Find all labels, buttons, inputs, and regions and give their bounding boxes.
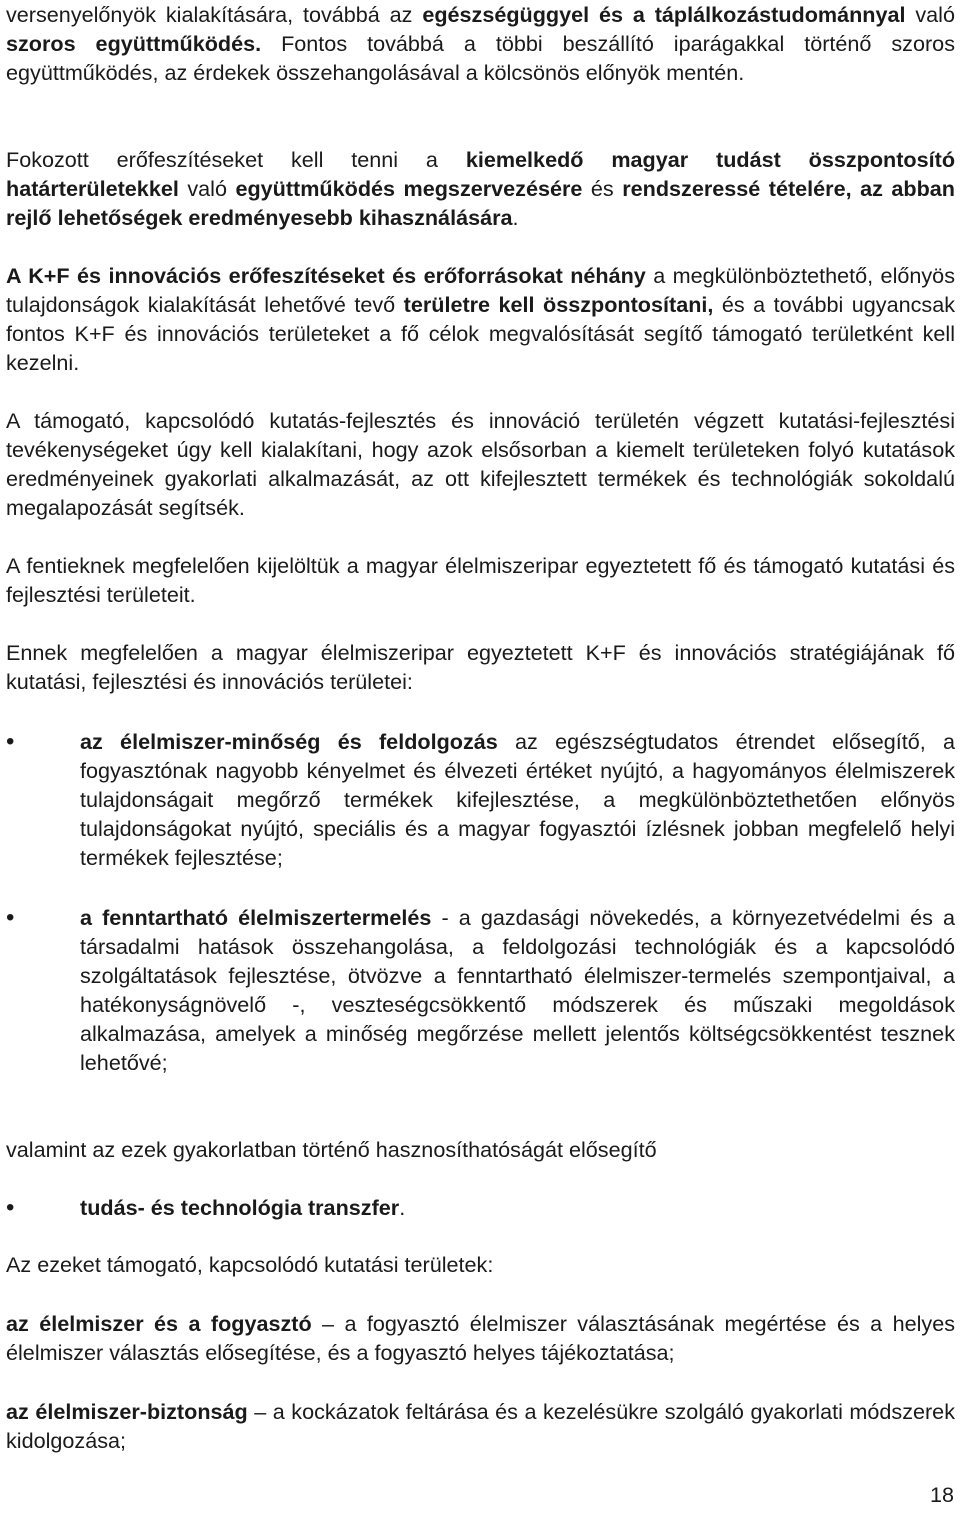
bullet-icon: • [6,1194,15,1221]
text-run: és [582,176,623,201]
bold-run: az élelmiszer és a fogyasztó [6,1311,312,1336]
paragraph-supporting-areas [6,1250,955,1279]
bold-run: együttműködés megszervezésére [235,176,583,201]
bold-run: egészségüggyel és a táplálkozástudománnyal [422,2,906,27]
bold-run: A K+F és innovációs erőfeszítéseket és erőforrásokat néhány [6,263,646,288]
text-run: . [399,1195,406,1220]
text-run: versenyelőnyök kialakítására, továbbá az [6,2,423,27]
bold-run: tudás- és technológia transzfer [80,1195,400,1220]
paragraph-supporting-research [6,406,955,522]
text-run: való [905,2,955,27]
text-run: . [512,205,519,230]
text-run: az egészségtudatos étrendet elősegítő, a fogyasztónak nagyobb kényelmet és élvezeti értéket nyújtó, a hagyományos élelmiszerek tulajdonságait megőrző termékek kifejlesztése, a megkülönböztethetően előnyös tulajdonságokat nyújtó, speciális és a magyar fogyasztói ízlésnek jobban megfelelő helyi termékek fejlesztése; [80,729,955,870]
bold-run: rendszeressé tételére, az abban rejlő lehetőségek eredményesebb kihasználására [6,176,955,230]
bold-run: kiemelkedő magyar tudást összpontosító határterületekkel [6,147,956,201]
paragraph-text: A fentieknek megfelelően kijelöltük a magyar élelmiszeripar egyeztetett fő és támogató kutatási és fejlesztési területeit. [6,553,955,607]
paragraph-strategy-intro [6,638,955,696]
paragraph-text: A támogató, kapcsolódó kutatás-fejlesztés és innováció területén végzett kutatási-fejlesztési tevékenységeket úgy kell kialakítani, hogy azok elsősorban a kiemelt területeken folyó kutatások eredményeinek gyakorlati alkalmazását, az ott kifejlesztett termékek és technológiák sokoldalú megalapozását segítsék. [6,408,955,520]
paragraph-transfer-intro [6,1135,955,1164]
text-run: és a további ugyancsak fontos K+F és innovációs területeket a fő célok megvalósítását segítő támogató területként kell kezelni. [6,292,955,375]
paragraph-designated-areas [6,551,955,609]
bold-run: az élelmiszer-biztonság [6,1399,248,1424]
paragraph-intro-continuation [6,0,955,87]
text-run: a megkülönböztethető, előnyös tulajdonságok kialakítását lehetővé tevő [6,263,955,317]
text-run: – a kockázatok feltárása és a kezelésükre szolgáló gyakorlati módszerek kidolgozása; [6,1399,955,1453]
bullet-icon: • [6,904,15,931]
bold-run: szoros együttműködés. [6,31,262,56]
paragraph-text: Az ezeket támogató, kapcsolódó kutatási területek: [6,1252,494,1277]
text-run: Fontos továbbá a többi beszállító iparágakkal történő szoros együttműködés, az érdekek összehangolásával a kölcsönös előnyök mentén. [6,31,955,85]
paragraph-food-safety [6,1397,955,1455]
bullet-icon: • [6,728,15,755]
bold-run: az élelmiszer-minőség és feldolgozás [80,729,498,754]
bold-run: területre kell összpontosítani, [403,292,714,317]
page-number: 18 [929,1482,954,1507]
paragraph-cooperation [6,145,955,232]
paragraph-food-consumer [6,1309,955,1367]
paragraph-text: Ennek megfelelően a magyar élelmiszeripar egyeztetett K+F és innovációs stratégiájának fő kutatási, fejlesztési és innovációs területei: [6,640,955,694]
text-run: – a fogyasztó élelmiszer választásának megértése és a helyes élelmiszer választás elősegítése, és a fogyasztó helyes tájékoztatása; [6,1311,955,1365]
paragraph-rd-focus [6,261,955,377]
bold-run: a fenntartható élelmiszertermelés [80,905,432,930]
text-run: - a gazdasági növekedés, a környezetvédelmi és a társadalmi hatások összehangolása, a feldolgozási technológiák és a kapcsolódó szolgáltatások fejlesztése, ötvözve a fenntartható élelmiszer-termelés szempontjaival, a hatékonyságnövelő -, veszteségcsökkentő módszerek és műszaki megoldások alkalmazása, amelyek a minőség megőrzése mellett jelentős költségcsökkentést tesznek lehetővé; [80,905,955,1075]
text-run: való [178,176,236,201]
text-run: Fokozott erőfeszítéseket kell tenni a [6,147,466,172]
paragraph-text: valamint az ezek gyakorlatban történő hasznosíthatóságát elősegítő [6,1137,657,1162]
